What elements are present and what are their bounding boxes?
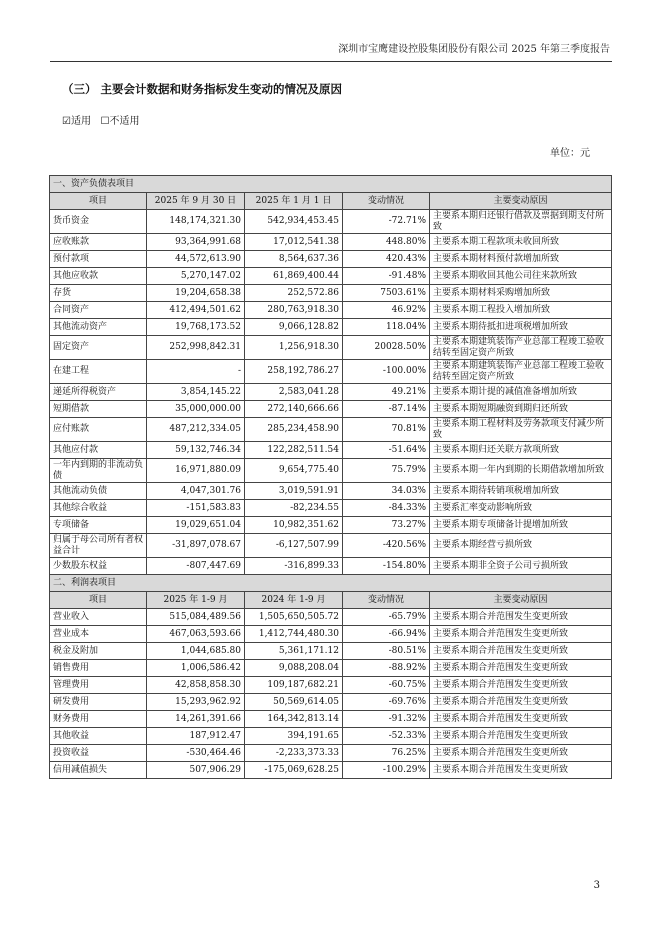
prior-value-cell: 542,934,453.45 (245, 210, 343, 234)
table-row (50, 234, 612, 251)
change-cell: -420.56% (343, 534, 430, 558)
prior-value-cell: 61,869,400.44 (245, 268, 343, 285)
change-cell: 448.80% (343, 234, 430, 251)
change-cell: -51.64% (343, 442, 430, 459)
item-cell: 预付款项 (50, 251, 147, 268)
prior-value-cell: 9,088,208.04 (245, 660, 343, 677)
item-cell: 在建工程 (50, 360, 147, 384)
prior-value-cell: 17,012,541.38 (245, 234, 343, 251)
column-header: 2024 年 1-9 月 (245, 592, 343, 609)
item-cell: 营业成本 (50, 626, 147, 643)
change-cell: -66.94% (343, 626, 430, 643)
prior-value-cell: 5,361,171.12 (245, 643, 343, 660)
prior-value-cell: 8,564,637.36 (245, 251, 343, 268)
prior-value-cell: 10,982,351.62 (245, 517, 343, 534)
reason-cell: 主要系本期工程款项未收回所致 (430, 234, 612, 251)
table-row (50, 418, 612, 442)
income-rows (50, 609, 612, 779)
reason-cell: 主要系本期工程投入增加所致 (430, 302, 612, 319)
change-cell: -100.29% (343, 762, 430, 779)
current-value-cell: 44,572,613.90 (147, 251, 245, 268)
reason-cell: 主要系本期合并范围发生变更所致 (430, 728, 612, 745)
table-row (50, 500, 612, 517)
reason-cell: 主要系本期归还关联方款项所致 (430, 442, 612, 459)
table-row (50, 210, 612, 234)
item-cell: 其他应收款 (50, 268, 147, 285)
item-cell: 合同资产 (50, 302, 147, 319)
item-cell: 研发费用 (50, 694, 147, 711)
current-value-cell: -31,897,078.67 (147, 534, 245, 558)
current-value-cell: 1,044,685.80 (147, 643, 245, 660)
reason-cell: 主要系本期材料预付款增加所致 (430, 251, 612, 268)
table-row (50, 728, 612, 745)
reason-cell: 主要系本期一年内到期的长期借款增加所致 (430, 459, 612, 483)
change-cell: 20028.50% (343, 336, 430, 360)
table-row (50, 459, 612, 483)
current-value-cell: 42,858,858.30 (147, 677, 245, 694)
current-value-cell: 487,212,334.05 (147, 418, 245, 442)
reason-cell: 主要系本期收回其他公司往来款所致 (430, 268, 612, 285)
item-cell: 固定资产 (50, 336, 147, 360)
change-cell: -52.33% (343, 728, 430, 745)
reason-cell: 主要系本期建筑装饰产业总部工程竣工验收结转至固定资产所致 (430, 360, 612, 384)
column-header: 2025 年 9 月 30 日 (147, 193, 245, 210)
item-cell: 其他流动负债 (50, 483, 147, 500)
prior-value-cell: 2,583,041.28 (245, 384, 343, 401)
applicability-options (62, 112, 139, 127)
table-row (50, 745, 612, 762)
current-value-cell: 148,174,321.30 (147, 210, 245, 234)
current-value-cell: 3,854,145.22 (147, 384, 245, 401)
change-cell: 46.92% (343, 302, 430, 319)
current-value-cell: 93,364,991.68 (147, 234, 245, 251)
income-section-row (50, 575, 612, 592)
prior-value-cell: 109,187,682.21 (245, 677, 343, 694)
prior-value-cell: -82,234.55 (245, 500, 343, 517)
change-cell: -65.79% (343, 609, 430, 626)
item-cell: 应收账款 (50, 234, 147, 251)
prior-value-cell: 285,234,458.90 (245, 418, 343, 442)
table-row (50, 643, 612, 660)
change-cell: -60.75% (343, 677, 430, 694)
applicable-checkbox: ☑适用 (62, 116, 91, 127)
prior-value-cell: 3,019,591.91 (245, 483, 343, 500)
prior-value-cell: -175,069,628.25 (245, 762, 343, 779)
item-cell: 一年内到期的非流动负债 (50, 459, 147, 483)
column-header: 项目 (50, 592, 147, 609)
item-cell: 管理费用 (50, 677, 147, 694)
column-header: 项目 (50, 193, 147, 210)
current-value-cell: 59,132,746.34 (147, 442, 245, 459)
not-applicable-checkbox: ☐不适用 (100, 116, 140, 127)
prior-value-cell: 9,654,775.40 (245, 459, 343, 483)
reason-cell: 主要系本期计提的减值准备增加所致 (430, 384, 612, 401)
current-value-cell: -807,447.69 (147, 558, 245, 575)
prior-value-cell: 252,572.86 (245, 285, 343, 302)
item-cell: 财务费用 (50, 711, 147, 728)
reason-cell: 主要系本期合并范围发生变更所致 (430, 626, 612, 643)
balance-rows (50, 210, 612, 575)
current-value-cell: 5,270,147.02 (147, 268, 245, 285)
current-value-cell: 15,293,962.92 (147, 694, 245, 711)
current-value-cell: -151,583.83 (147, 500, 245, 517)
report-header: 深圳市宝鹰建设控股集团股份有限公司 2025 年第三季度报告 (338, 44, 610, 55)
income-header-row (50, 592, 612, 609)
table-row (50, 711, 612, 728)
financial-changes-table (49, 175, 612, 779)
reason-cell: 主要系本期工程材料及劳务款项支付减少所致 (430, 418, 612, 442)
prior-value-cell: 1,256,918.30 (245, 336, 343, 360)
prior-value-cell: 394,191.65 (245, 728, 343, 745)
change-cell: 70.81% (343, 418, 430, 442)
reason-cell: 主要系本期待抵扣进项税增加所致 (430, 319, 612, 336)
column-header: 2025 年 1-9 月 (147, 592, 245, 609)
balance-header-row (50, 193, 612, 210)
prior-value-cell: 280,763,918.30 (245, 302, 343, 319)
change-cell: -100.00% (343, 360, 430, 384)
table-row (50, 268, 612, 285)
change-cell: 34.03% (343, 483, 430, 500)
prior-value-cell: 1,412,744,480.30 (245, 626, 343, 643)
prior-value-cell: -2,233,373.33 (245, 745, 343, 762)
change-cell: 7503.61% (343, 285, 430, 302)
change-cell: -80.51% (343, 643, 430, 660)
header-rule (50, 61, 612, 62)
current-value-cell: 252,998,842.31 (147, 336, 245, 360)
change-cell: -84.33% (343, 500, 430, 517)
change-cell: -91.32% (343, 711, 430, 728)
change-cell: -154.80% (343, 558, 430, 575)
balance-section-row (50, 176, 612, 193)
current-value-cell: 187,912.47 (147, 728, 245, 745)
reason-cell: 主要系本期合并范围发生变更所致 (430, 694, 612, 711)
unit-label: 单位：元 (550, 148, 590, 159)
table-row (50, 677, 612, 694)
item-cell: 销售费用 (50, 660, 147, 677)
reason-cell: 主要系本期待转销项税增加所致 (430, 483, 612, 500)
reason-cell: 主要系本期合并范围发生变更所致 (430, 745, 612, 762)
change-cell: 76.25% (343, 745, 430, 762)
item-cell: 存货 (50, 285, 147, 302)
item-cell: 投资收益 (50, 745, 147, 762)
table-row (50, 251, 612, 268)
change-cell: -91.48% (343, 268, 430, 285)
table-row (50, 442, 612, 459)
current-value-cell: 4,047,301.76 (147, 483, 245, 500)
current-value-cell: - (147, 360, 245, 384)
table-row (50, 483, 612, 500)
reason-cell: 主要系本期专项储备计提增加所致 (430, 517, 612, 534)
item-cell: 少数股东权益 (50, 558, 147, 575)
change-cell: 73.27% (343, 517, 430, 534)
change-cell: -72.71% (343, 210, 430, 234)
current-value-cell: 14,261,391.66 (147, 711, 245, 728)
column-header: 变动情况 (343, 193, 430, 210)
prior-value-cell: -316,899.33 (245, 558, 343, 575)
table-row (50, 384, 612, 401)
table-row (50, 762, 612, 779)
income-section-label: 二、利润表项目 (50, 575, 612, 592)
item-cell: 其他综合收益 (50, 500, 147, 517)
reason-cell: 主要系本期合并范围发生变更所致 (430, 711, 612, 728)
prior-value-cell: 164,342,813.14 (245, 711, 343, 728)
prior-value-cell: 272,140,666.66 (245, 401, 343, 418)
column-header: 变动情况 (343, 592, 430, 609)
current-value-cell: 35,000,000.00 (147, 401, 245, 418)
prior-value-cell: 50,569,614.05 (245, 694, 343, 711)
change-cell: -87.14% (343, 401, 430, 418)
column-header: 主要变动原因 (430, 193, 612, 210)
item-cell: 应付账款 (50, 418, 147, 442)
change-cell: 49.21% (343, 384, 430, 401)
reason-cell: 主要系本期非全资子公司亏损所致 (430, 558, 612, 575)
page-number: 3 (593, 880, 600, 891)
item-cell: 营业收入 (50, 609, 147, 626)
current-value-cell: 19,768,173.52 (147, 319, 245, 336)
table-row (50, 285, 612, 302)
current-value-cell: 19,029,651.04 (147, 517, 245, 534)
table-row (50, 694, 612, 711)
prior-value-cell: 1,505,650,505.72 (245, 609, 343, 626)
change-cell: 420.43% (343, 251, 430, 268)
current-value-cell: 1,006,586.42 (147, 660, 245, 677)
current-value-cell: 507,906.29 (147, 762, 245, 779)
item-cell: 短期借款 (50, 401, 147, 418)
item-cell: 货币资金 (50, 210, 147, 234)
table-row (50, 609, 612, 626)
item-cell: 其他流动资产 (50, 319, 147, 336)
current-value-cell: 412,494,501.62 (147, 302, 245, 319)
reason-cell: 主要系本期合并范围发生变更所致 (430, 643, 612, 660)
prior-value-cell: 122,282,511.54 (245, 442, 343, 459)
prior-value-cell: 9,066,128.82 (245, 319, 343, 336)
table-row (50, 660, 612, 677)
prior-value-cell: -6,127,507.99 (245, 534, 343, 558)
item-cell: 税金及附加 (50, 643, 147, 660)
item-cell: 其他应付款 (50, 442, 147, 459)
column-header: 2025 年 1 月 1 日 (245, 193, 343, 210)
item-cell: 专项储备 (50, 517, 147, 534)
reason-cell: 主要系汇率变动影响所致 (430, 500, 612, 517)
current-value-cell: 19,204,658.38 (147, 285, 245, 302)
table-row (50, 360, 612, 384)
change-cell: -69.76% (343, 694, 430, 711)
table-row (50, 558, 612, 575)
item-cell: 其他收益 (50, 728, 147, 745)
table-row (50, 302, 612, 319)
current-value-cell: -530,464.46 (147, 745, 245, 762)
change-cell: 118.04% (343, 319, 430, 336)
item-cell: 递延所得税资产 (50, 384, 147, 401)
item-cell: 归属于母公司所有者权益合计 (50, 534, 147, 558)
reason-cell: 主要系本期合并范围发生变更所致 (430, 762, 612, 779)
reason-cell: 主要系本期合并范围发生变更所致 (430, 609, 612, 626)
change-cell: 75.79% (343, 459, 430, 483)
section-title: （三） 主要会计数据和财务指标发生变动的情况及原因 (62, 82, 343, 96)
table-row (50, 517, 612, 534)
change-cell: -88.92% (343, 660, 430, 677)
table-row (50, 401, 612, 418)
current-value-cell: 515,084,489.56 (147, 609, 245, 626)
reason-cell: 主要系本期归还银行借款及票据到期支付所致 (430, 210, 612, 234)
table-row (50, 626, 612, 643)
balance-section-label: 一、资产负债表项目 (50, 176, 612, 193)
reason-cell: 主要系本期合并范围发生变更所致 (430, 660, 612, 677)
reason-cell: 主要系本期经营亏损所致 (430, 534, 612, 558)
table-row (50, 336, 612, 360)
reason-cell: 主要系本期短期融资到期归还所致 (430, 401, 612, 418)
reason-cell: 主要系本期合并范围发生变更所致 (430, 677, 612, 694)
reason-cell: 主要系本期建筑装饰产业总部工程竣工验收结转至固定资产所致 (430, 336, 612, 360)
current-value-cell: 467,063,593.66 (147, 626, 245, 643)
column-header: 主要变动原因 (430, 592, 612, 609)
prior-value-cell: 258,192,786.27 (245, 360, 343, 384)
table-row (50, 319, 612, 336)
current-value-cell: 16,971,880.09 (147, 459, 245, 483)
item-cell: 信用减值损失 (50, 762, 147, 779)
reason-cell: 主要系本期材料采购增加所致 (430, 285, 612, 302)
table-row (50, 534, 612, 558)
